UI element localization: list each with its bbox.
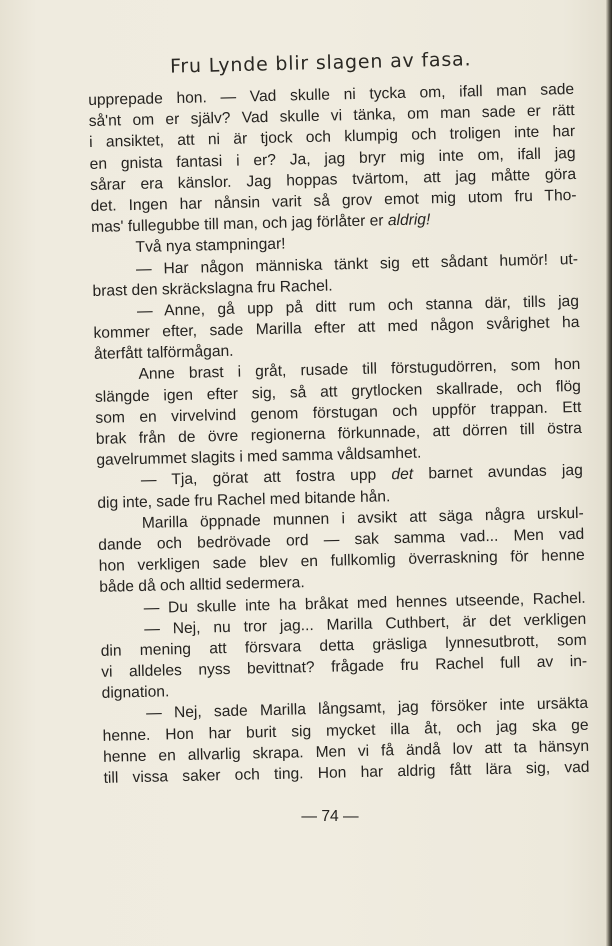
text-run: mas' fullegubbe till man, och jag förlåter er <box>90 212 389 237</box>
text-line: — Har någon människa tänkt sig ett sådant humör! ut- <box>135 250 579 278</box>
text-line: brak från de övre regionerna förkunnade, att dörren till östra <box>95 419 582 448</box>
page-number <box>0 808 612 826</box>
emphasis-det: det <box>391 466 414 484</box>
text-line: — Nej, sade Marilla långsamt, jag försöker inte ursäkta <box>145 695 589 723</box>
emphasis-aldrig: aldrig! <box>387 211 431 230</box>
text-line: hon verkligen sade blev en fullkomlig överraskning för henne <box>98 546 585 576</box>
text-line: din mening att försvara detta gräsliga lynnesutbrott, som <box>100 631 587 660</box>
running-head <box>0 48 612 78</box>
text-line: en gnista fantasi i er? Ja, jag bryr mig inte om, ifall jag <box>89 144 576 173</box>
page-edge <box>606 0 612 946</box>
text-line: vi alldeles nyss bevittnat? frågade fru Rachel full av in- <box>101 652 588 681</box>
text-line: — Anne, gå upp på ditt rum och stanna där, tills jag <box>136 292 580 320</box>
text-run: — Tja, görat att fostra upp <box>140 466 392 490</box>
text-line: sårar era känslor. Jag hoppas tvärtom, att jag måtte göra <box>89 165 577 194</box>
text-line: Två nya stampningar! <box>135 235 286 257</box>
text-line: — Nej, nu tror jag... Marilla Cuthbert, är det verkligen <box>144 610 587 638</box>
chapter-title: Fru Lynde blir slagen av fasa. <box>170 48 472 78</box>
text-line: henne en allvarlig skrapa. Men vi få ändå lov att ta hänsyn <box>102 737 590 766</box>
text-line: brast den skräckslagna fru Rachel. <box>92 277 333 300</box>
text-line: upprepade hon. — Vad skulle ni tycka om, ifall man sade <box>88 80 575 109</box>
text-line: dande och bedrövade ord — sak samma vad... Men vad <box>98 525 585 554</box>
text-line: — Du skulle inte ha bråkat med hennes utseende, Rachel. <box>143 589 586 617</box>
text-line: slängde igen efter sig, så att grytlocken skallrade, och flög <box>94 377 582 406</box>
text-line: det. Ingen har nånsin varit så grov emot mig utom fru Tho- <box>90 186 577 215</box>
text-line: henne. Hon har burit sig mycket illa åt, och jag ska ge <box>102 716 589 745</box>
text-line: återfått talförmågan. <box>93 343 234 364</box>
page-number-text: — 74 — <box>301 808 359 825</box>
body-text <box>88 79 590 789</box>
text-line: som en virvelvind genom förstugan och uppför trappan. Ett <box>95 398 582 427</box>
text-line: dignation. <box>101 683 170 703</box>
text-line: kommer efter, sade Marilla efter att med någon svårighet ha <box>93 313 580 342</box>
text-line: gavelrummet slagits i med samma våldsamhet. <box>96 444 422 470</box>
text-line: Marilla öppnade munnen i avsikt att säga några urskul- <box>141 504 584 532</box>
text-run: barnet avundas jag <box>412 462 583 484</box>
text-line: dig inte, sade fru Rachel med bitande hån. <box>97 487 391 512</box>
text-line: i ansiktet, att ni är tjock och klumpig och troligen inte har <box>89 123 576 152</box>
text-line: så'nt om er själv? Vad skulle vi tänka, om man sade er rätt <box>88 102 575 131</box>
text-line: Anne brast i gråt, rusade till förstugudörren, som hon <box>138 356 581 384</box>
text-line: till vissa saker och ting. Hon har aldrig fått lära sig, vad <box>103 758 590 787</box>
text-line: både då och alltid sedermera. <box>99 574 305 597</box>
